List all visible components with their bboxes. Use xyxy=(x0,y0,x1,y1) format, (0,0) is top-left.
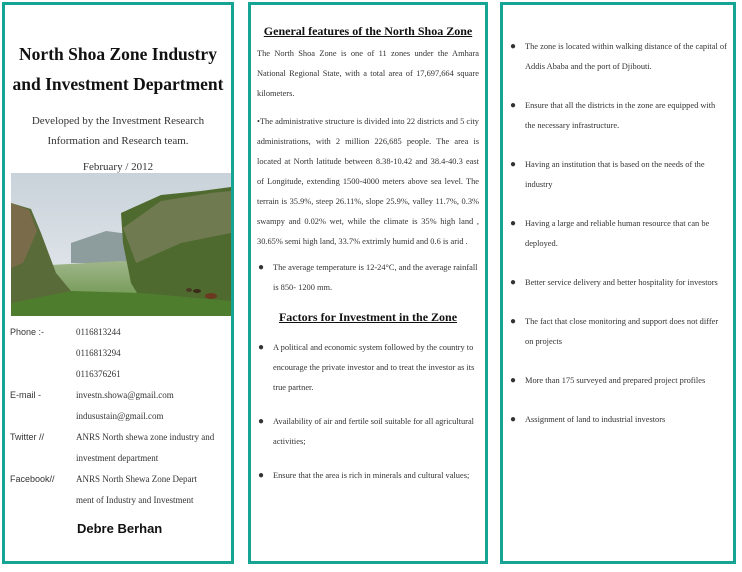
list-item-text: Ensure that the area is rich in minerals and cultural values; xyxy=(273,471,470,480)
list-item-text: Having a large and reliable human resource that can be deployed. xyxy=(525,219,710,248)
bullet-icon: ● xyxy=(258,470,265,481)
list-item-text: Having an institution that is based on the needs of the industry xyxy=(525,160,705,189)
brochure-date: February / 2012 xyxy=(82,161,154,173)
contact-row xyxy=(8,390,232,411)
list-item xyxy=(503,214,727,254)
contact-list xyxy=(8,327,232,516)
email-address: investn.showa@gmail.com xyxy=(76,390,174,400)
city-name: Debre Berhan xyxy=(77,521,163,536)
list-item-text: The zone is located within walking distance of the capital of Addis Ababa and the port of Djibouti. xyxy=(525,42,727,71)
bullet-icon: ● xyxy=(510,41,517,52)
list-item xyxy=(503,371,727,391)
contact-row xyxy=(8,369,232,390)
list-item-text: Better service delivery and better hospitality for investors xyxy=(525,278,718,287)
list-item-text: The average temperature is 12-24°C, and the average rainfall is 850- 1200 mm. xyxy=(273,263,478,292)
brochure-title: North Shoa Zone Industry and Investment Department xyxy=(12,44,224,94)
factors-list xyxy=(251,338,485,486)
bullet-icon: ● xyxy=(510,159,517,170)
list-item-text: More than 175 surveyed and prepared project profiles xyxy=(525,376,706,385)
brochure-subtitle: Developed by the Investment Research Information and Research team. xyxy=(31,115,205,147)
list-item xyxy=(503,312,727,352)
contact-row xyxy=(8,348,232,369)
section-heading-factors: Factors for Investment in the Zone xyxy=(278,310,458,324)
bullet-icon: ● xyxy=(510,100,517,111)
contact-row xyxy=(8,411,232,432)
list-item-text: Assignment of land to industrial investors xyxy=(525,415,666,424)
advantages-panel xyxy=(500,2,736,564)
section-heading-general-features: General features of the North Shoa Zone xyxy=(263,24,473,38)
contact-label: E-mail - xyxy=(10,390,41,400)
facebook-page: ANRS North Shewa Zone Depart xyxy=(76,474,197,484)
bullet-icon: ● xyxy=(510,277,517,288)
bullet-icon: ● xyxy=(258,342,265,353)
list-item xyxy=(503,37,727,77)
list-item-text: The fact that close monitoring and support does not differ on projects xyxy=(525,317,719,346)
features-panel xyxy=(248,2,488,564)
list-item xyxy=(503,410,727,430)
email-address: indusustain@gmail.com xyxy=(76,411,164,421)
list-item xyxy=(251,412,479,452)
list-item xyxy=(503,155,727,195)
landscape-illustration xyxy=(11,173,231,316)
phone-number: 0116813294 xyxy=(76,348,121,358)
intro-paragraph: The North Shoa Zone is one of 11 zones under the Amhara National Regional State, with a total area of 17,697,664 square kilometers. xyxy=(257,49,479,98)
bullet-icon: ● xyxy=(258,416,265,427)
facebook-page: ment of Industry and Investment xyxy=(76,495,194,505)
phone-number: 0116376261 xyxy=(76,369,121,379)
contact-row xyxy=(8,432,232,453)
climate-list xyxy=(251,258,485,298)
list-item-text: A political and economic system followed by the country to encourage the private investor and to treat the investor as its true partner. xyxy=(273,343,475,392)
twitter-handle: ANRS North shewa zone industry and xyxy=(76,432,215,442)
contact-label: Phone :- xyxy=(10,327,45,337)
bullet-icon: ● xyxy=(510,218,517,229)
bullet-icon: ● xyxy=(510,375,517,386)
contact-row xyxy=(8,474,232,495)
cover-panel xyxy=(2,2,234,564)
bullet-icon: ● xyxy=(510,414,517,425)
contact-label: Twitter // xyxy=(10,432,45,442)
list-item-text: Ensure that all the districts in the zone are equipped with the necessary infrastructure. xyxy=(525,101,716,130)
advantages-list xyxy=(503,37,733,430)
contact-row xyxy=(8,453,232,474)
bullet-icon: ● xyxy=(258,262,265,273)
list-item xyxy=(503,96,727,136)
bullet-icon: ● xyxy=(510,316,517,327)
list-item-text: Availability of air and fertile soil suitable for all agricultural activities; xyxy=(273,417,475,446)
contact-row xyxy=(8,327,232,348)
landscape-photo xyxy=(11,173,231,316)
admin-structure-paragraph: •The administrative structure is divided into 22 districts and 5 city administrations, with 2 million 226,685 people. The area is located at North latitude between 8.38-10.42 and 38.4-40.3 east of Longitude, extending 1500-4000 meters above sea level. The terrain is 35.9%, steep 26.11%, slope 25.9%, valley 11.7%, 0.3% swampy and 0.02% wet, while the climate is 35% high land , 30.65% semi high land, 33.7% extrimly humid and 0.6 is arid . xyxy=(257,117,479,246)
contact-row xyxy=(8,495,232,516)
phone-number: 0116813244 xyxy=(76,327,121,337)
list-item xyxy=(251,338,479,398)
contact-label: Facebook// xyxy=(10,474,55,484)
list-item xyxy=(251,466,479,486)
list-item xyxy=(503,273,727,293)
twitter-handle: investment department xyxy=(76,453,159,463)
list-item xyxy=(251,258,479,298)
